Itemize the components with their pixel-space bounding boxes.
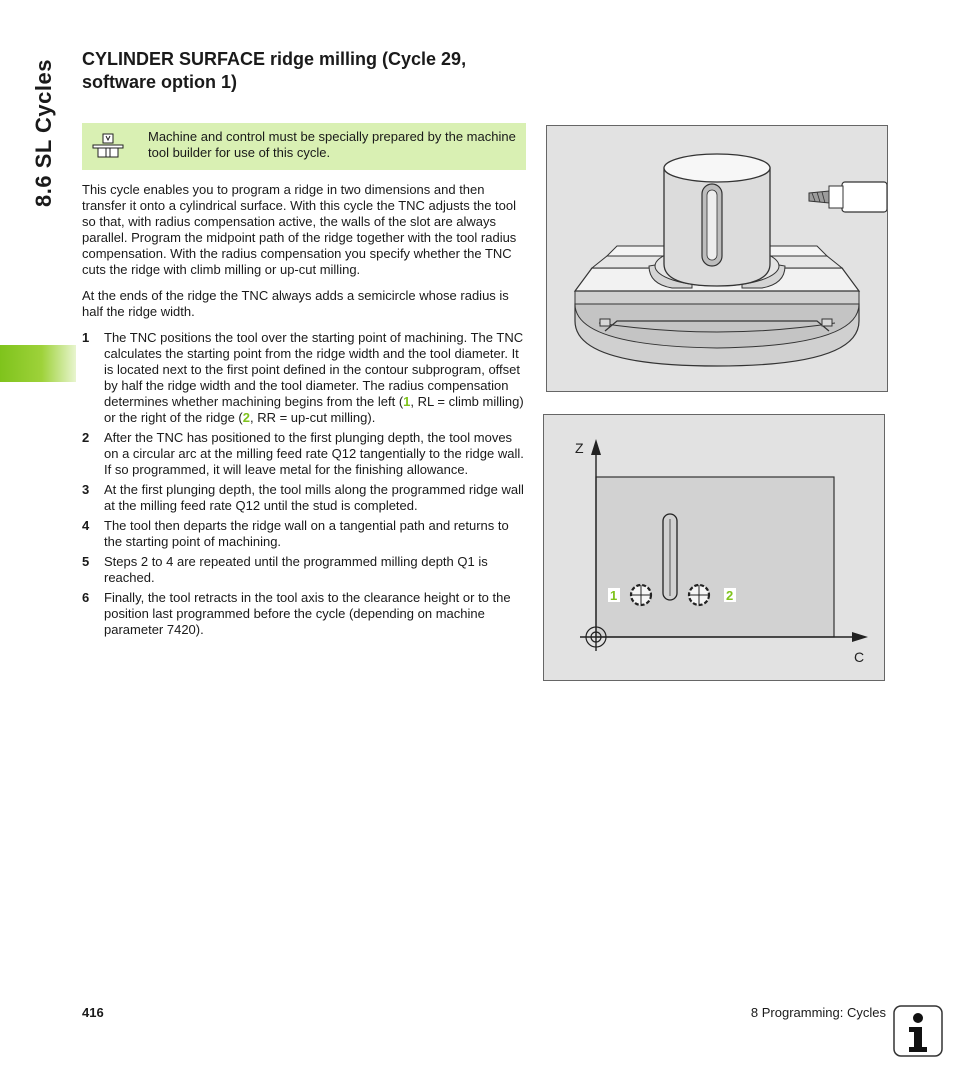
cutter-left-icon (631, 585, 651, 605)
section-heading: CYLINDER SURFACE ridge milling (Cycle 29, software option 1) (82, 49, 467, 92)
machine-note (82, 123, 526, 170)
intro-paragraph: This cycle enables you to program a ridge in two dimensions and then transfer it onto a cylindrical surface. With this cycle the TNC adjusts the tool so that, with radius compensation active, the walls of the slot are always parallel. Program the midpoint path of the ridge together with the tool radius compensation. With the radius compensation you specify whether the TNC cuts the ridge with climb milling or up-cut milling. (82, 182, 517, 277)
cutter-right-icon (689, 585, 709, 605)
step-item: 1 The TNC positions the tool over the starting point of machining. The TNC calculates the starting point from the ridge width and the tool diameter. It is located next to the first point defined in the contour subprogram, offset by half the ridge width and the tool diameter. The radius compensation determines whether machining begins from the left (1, RL = climb milling) or the right of the ridge (2, RR = up-cut milling). (82, 330, 524, 425)
step-item: 5 Steps 2 to 4 are repeated until the programmed milling depth Q1 is reached. (82, 554, 488, 585)
semicircle-paragraph: At the ends of the ridge the TNC always adds a semicircle whose radius is half the ridge width. (82, 288, 509, 319)
step-list (82, 330, 526, 638)
axis-c-label: C (854, 649, 865, 665)
note-text: Machine and control must be specially prepared by the machine tool builder for use of this cycle. (148, 129, 516, 160)
page-number: 416 (82, 1005, 104, 1020)
step-item: 4 The tool then departs the ridge wall on a tangential path and returns to the starting point of machining. (82, 518, 509, 549)
z-c-coordinate-figure (543, 414, 885, 681)
ridge-diagram (544, 415, 884, 680)
step-item: 3 At the first plunging depth, the tool mills along the programmed ridge wall at the milling feed rate Q12 until the stud is completed. (82, 482, 524, 513)
body-text (82, 182, 526, 642)
chapter-label: 8 Programming: Cycles (750, 1005, 886, 1020)
step-item: 6 Finally, the tool retracts in the tool axis to the clearance height or to the position last programmed before the cycle (depending on machine parameter 7420). (82, 590, 511, 637)
step-item: 2 After the TNC has positioned to the first plunging depth, the tool moves on a circular arc at the milling feed rate Q12 tangentially to the ridge wall. If so programmed, it will leave metal for the finishing allowance. (82, 430, 524, 477)
marker-1: 1 (610, 588, 618, 603)
info-icon (893, 1005, 943, 1057)
machine-icon (90, 132, 126, 160)
cylinder-rotary-table-figure (546, 125, 888, 392)
marker-2: 2 (726, 588, 734, 603)
chapter-tab-marker (0, 345, 76, 382)
cylinder-illustration (547, 126, 887, 391)
side-section-title: 8.6 SL Cycles (31, 59, 56, 207)
axis-z-label: Z (575, 440, 584, 456)
